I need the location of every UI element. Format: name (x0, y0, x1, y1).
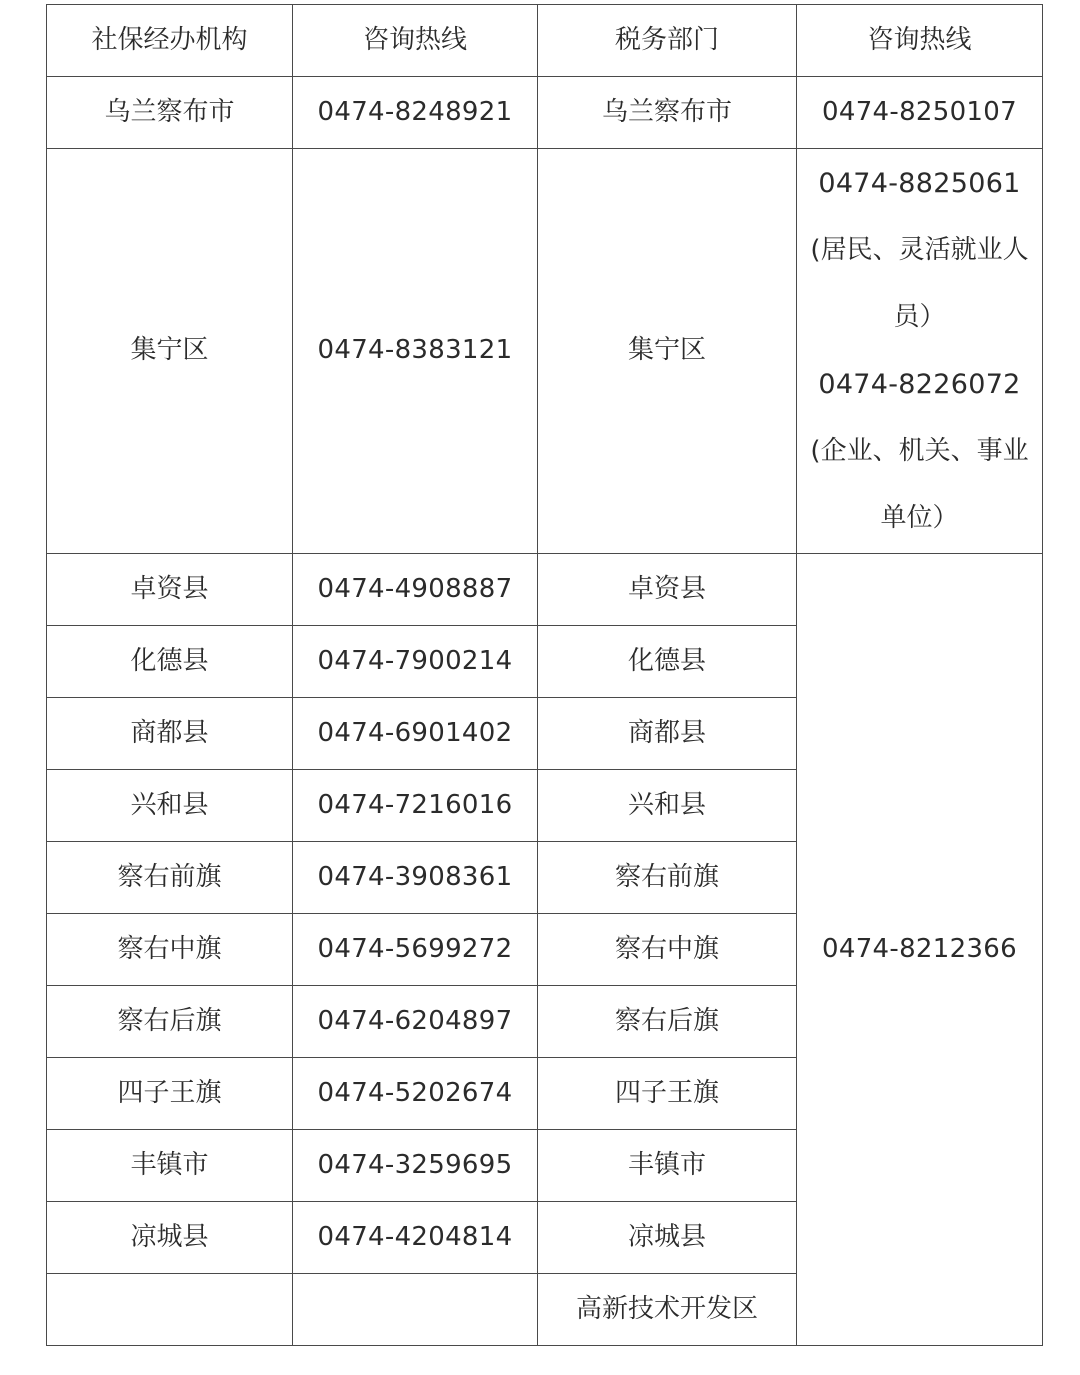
agency-name: 凉城县 (47, 1202, 293, 1274)
tax-phone-enterprises: 0474-8226072 (818, 369, 1021, 400)
table-row (47, 149, 1043, 554)
agency-phone-empty (293, 1274, 538, 1346)
agency-phone: 0474-7216016 (293, 770, 538, 842)
agency-name: 察右中旗 (47, 914, 293, 986)
agency-phone: 0474-5699272 (293, 914, 538, 986)
tax-note-residents-line2: 员） (893, 302, 946, 332)
tax-department-name: 察右后旗 (538, 986, 797, 1058)
tax-department-name: 化德县 (538, 626, 797, 698)
header-tax-department: 税务部门 (538, 5, 797, 77)
tax-department-name: 商都县 (538, 698, 797, 770)
agency-name: 丰镇市 (47, 1130, 293, 1202)
agency-phone: 0474-6901402 (293, 698, 538, 770)
header-row (47, 5, 1043, 77)
tax-note-residents-line1: (居民、灵活就业人 (810, 235, 1029, 265)
tax-note-enterprises-line1: (企业、机关、事业 (810, 436, 1029, 466)
agency-name: 集宁区 (47, 149, 293, 554)
tax-department-name: 兴和县 (538, 770, 797, 842)
agency-phone: 0474-4204814 (293, 1202, 538, 1274)
shared-tax-phone: 0474-8212366 (797, 554, 1043, 1346)
tax-department-name: 四子王旗 (538, 1058, 797, 1130)
table-row (47, 554, 1043, 626)
tax-phone: 0474-8250107 (797, 77, 1043, 149)
tax-department-name: 察右前旗 (538, 842, 797, 914)
tax-department-name: 卓资县 (538, 554, 797, 626)
agency-phone: 0474-3259695 (293, 1130, 538, 1202)
agency-name: 乌兰察布市 (47, 77, 293, 149)
agency-name-empty (47, 1274, 293, 1346)
agency-phone: 0474-6204897 (293, 986, 538, 1058)
agency-phone: 0474-4908887 (293, 554, 538, 626)
agency-name: 察右后旗 (47, 986, 293, 1058)
agency-phone: 0474-3908361 (293, 842, 538, 914)
agency-name: 察右前旗 (47, 842, 293, 914)
header-tax-hotline: 咨询热线 (797, 5, 1043, 77)
tax-department-name: 集宁区 (538, 149, 797, 554)
tax-phone-residents: 0474-8825061 (818, 168, 1021, 199)
agency-name: 四子王旗 (47, 1058, 293, 1130)
tax-department-name: 高新技术开发区 (538, 1274, 797, 1346)
tax-department-name: 乌兰察布市 (538, 77, 797, 149)
tax-phone-multi (797, 149, 1043, 554)
agency-phone: 0474-8383121 (293, 149, 538, 554)
agency-name: 兴和县 (47, 770, 293, 842)
hotline-table (46, 4, 1043, 1346)
agency-name: 化德县 (47, 626, 293, 698)
agency-phone: 0474-7900214 (293, 626, 538, 698)
table-row (47, 77, 1043, 149)
tax-department-name: 丰镇市 (538, 1130, 797, 1202)
tax-note-enterprises-line2: 单位） (880, 503, 959, 533)
header-social-security-agency: 社保经办机构 (47, 5, 293, 77)
header-agency-hotline: 咨询热线 (293, 5, 538, 77)
agency-phone: 0474-8248921 (293, 77, 538, 149)
tax-department-name: 凉城县 (538, 1202, 797, 1274)
agency-name: 卓资县 (47, 554, 293, 626)
agency-phone: 0474-5202674 (293, 1058, 538, 1130)
tax-department-name: 察右中旗 (538, 914, 797, 986)
agency-name: 商都县 (47, 698, 293, 770)
